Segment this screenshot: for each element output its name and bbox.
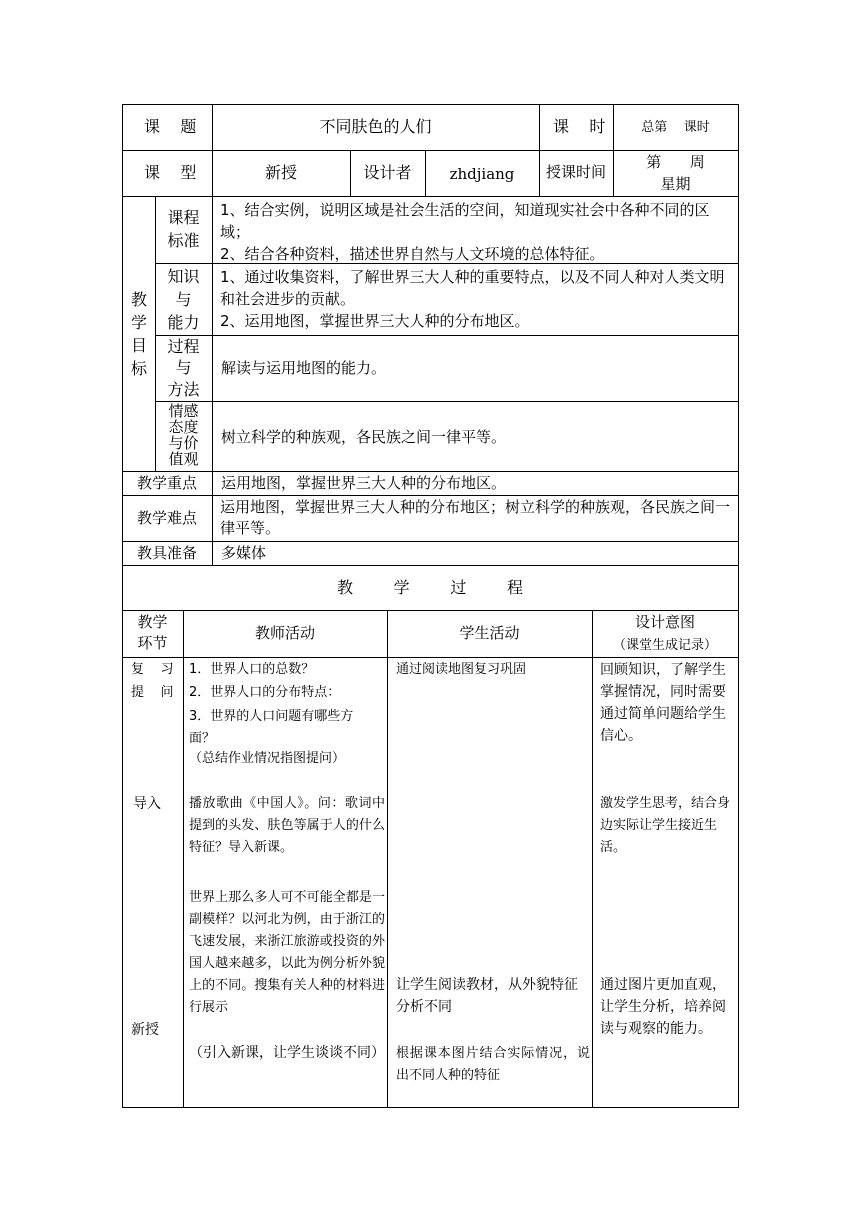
difficulties-content: 运用地图，掌握世界三大人种的分布地区；树立科学的种族观，各民族之间一律平等。 [220, 498, 731, 537]
objectives-label-char: 标 [131, 359, 148, 378]
process-title: 教 学 过 程 [336, 578, 524, 597]
process-method-label: 与 [175, 358, 192, 377]
intent-intro: 激发学生思考，结合身边实际让学生接近生活。 [600, 796, 731, 855]
attitude-label: 态度 [168, 418, 199, 436]
table-rule [387, 610, 388, 1107]
stage-header: 环节 [137, 634, 168, 652]
knowledge-label: 知识 [167, 267, 200, 286]
knowledge-label: 与 [175, 290, 192, 309]
intent-header-note: （课堂生成记录） [612, 638, 717, 653]
topic-label: 课 题 [144, 117, 197, 136]
teacher-header: 教师活动 [254, 624, 315, 642]
time-weekday: 星期 [660, 175, 691, 193]
lesson-title: 不同肤色的人们 [319, 117, 432, 136]
stage-intro: 导入 [133, 796, 161, 812]
stage-header: 教学 [137, 613, 168, 631]
intent-new: 通过图片更加直观，让学生分析，培养阅读与观察的能力。 [600, 977, 726, 1037]
table-rule [122, 104, 123, 1108]
table-rule [155, 335, 738, 336]
standard-label: 标准 [167, 231, 200, 250]
table-rule [122, 471, 738, 472]
student-new-2: 根据课本图片结合实际情况，说出不同人种的特征 [396, 1046, 590, 1083]
time-week: 第 周 [646, 153, 705, 171]
designer-label: 设计者 [363, 163, 412, 182]
process-method-content: 解读与运用地图的能力。 [221, 359, 387, 377]
attitude-label: 情感 [168, 402, 199, 420]
table-rule [122, 565, 738, 566]
teacher-review-item: 1．世界人口的总数？ [189, 662, 315, 677]
knowledge-content: 1、通过收集资料，了解世界三大人种的重要特点，以及不同人种对人类文明和社会进步的贡献。 2、运用地图，掌握世界三大人种的分布地区。 [220, 268, 725, 330]
objectives-label-char: 教 [131, 290, 148, 309]
table-rule [122, 104, 738, 105]
designer-name: zhdjiang [449, 165, 515, 183]
difficulties-label: 教学难点 [136, 509, 197, 527]
stage-new: 新授 [131, 1022, 159, 1038]
table-rule [592, 610, 593, 1107]
teacher-intro-text: 播放歌曲《中国人》。问：歌词中提到的头发、肤色等属于人的什么特征？导入新课。 [189, 796, 385, 855]
table-rule [122, 150, 738, 151]
table-rule [122, 196, 738, 197]
table-rule [122, 1107, 738, 1108]
key-points-label: 教学重点 [136, 474, 197, 492]
table-rule [122, 541, 738, 542]
materials-label: 教具准备 [136, 544, 197, 562]
objectives-label-char: 学 [131, 313, 148, 332]
teacher-new-text: 世界上那么多人可不可能全都是一副模样？以河北为例，由于浙江的飞速发展，来浙江旅游或投资的外国人越来越多，以此为例分析外貌上的不同。搜集有关人种的材料进行展示 [189, 890, 385, 1015]
intent-header: 设计意图 [634, 613, 695, 631]
attitude-label: 与价 [168, 434, 199, 452]
process-method-label: 过程 [167, 337, 200, 356]
table-rule [122, 610, 738, 611]
table-rule [155, 401, 738, 402]
hours-label: 课 时 [553, 117, 606, 136]
attitude-label: 值观 [168, 450, 199, 468]
stage-review: 提 问 [131, 685, 174, 700]
table-rule [183, 610, 184, 1107]
type-label: 课 型 [144, 163, 197, 182]
intent-review: 回顾知识，了解学生掌握情况，同时需要通过简单问题给学生信心。 [600, 662, 726, 744]
objectives-label-char: 目 [131, 336, 148, 355]
teacher-new-note: （引入新课，让学生谈谈不同） [189, 1045, 385, 1061]
table-rule [539, 104, 540, 196]
teacher-review-item: 2．世界人口的分布特点： [189, 685, 341, 700]
time-label: 授课时间 [545, 163, 606, 181]
table-rule [122, 495, 738, 496]
standard-label: 课程 [167, 208, 200, 227]
stage-review: 复 习 [131, 662, 174, 677]
teacher-review-note: （总结作业情况指图提问） [189, 751, 346, 766]
key-points-content: 运用地图，掌握世界三大人种的分布地区。 [221, 474, 507, 492]
hours-value: 总第 课时 [641, 120, 710, 135]
table-rule [738, 104, 739, 1108]
student-header: 学生活动 [459, 624, 520, 642]
attitude-content: 树立科学的种族观，各民族之间一律平等。 [221, 428, 507, 446]
student-new-1: 让学生阅读教材，从外貌特征分析不同 [396, 977, 578, 1015]
materials-content: 多媒体 [221, 544, 267, 562]
knowledge-label: 能力 [167, 313, 200, 332]
process-method-label: 方法 [167, 380, 200, 399]
table-rule [122, 657, 738, 658]
standard-content: 1、结合实例，说明区域是社会生活的空间，知道现实社会中各种不同的区域； 2、结合各种资料，描述世界自然与人文环境的总体特征。 [220, 201, 710, 263]
teacher-review-item: 3．世界的人口问题有哪些方面？ [189, 709, 354, 746]
student-review: 通过阅读地图复习巩固 [396, 662, 527, 677]
table-rule [212, 104, 213, 196]
type-value: 新授 [264, 163, 297, 182]
table-rule [212, 196, 213, 565]
